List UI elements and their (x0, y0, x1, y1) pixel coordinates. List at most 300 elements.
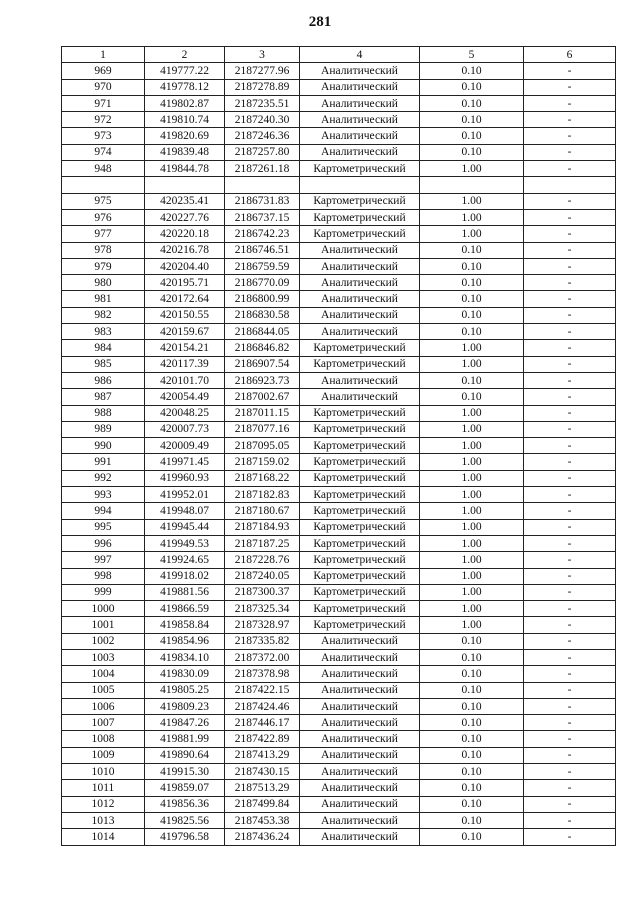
point-number-cell: 1002 (62, 633, 145, 649)
point-number-cell: 984 (62, 340, 145, 356)
table-row (62, 258, 616, 274)
note-cell: - (524, 829, 616, 845)
method-cell: Аналитический (300, 291, 420, 307)
y-coordinate-cell: 2187261.18 (225, 161, 300, 177)
accuracy-cell: 0.10 (420, 649, 524, 665)
accuracy-cell: 0.10 (420, 633, 524, 649)
note-cell: - (524, 275, 616, 291)
page-number: 281 (308, 14, 332, 30)
note-cell: - (524, 682, 616, 698)
point-number-cell: 995 (62, 519, 145, 535)
note-cell: - (524, 796, 616, 812)
note-cell: - (524, 405, 616, 421)
note-cell: - (524, 209, 616, 225)
y-coordinate-cell: 2187325.34 (225, 601, 300, 617)
table-row (62, 144, 616, 160)
note-cell: - (524, 780, 616, 796)
table-row (62, 307, 616, 323)
point-number-cell: 999 (62, 584, 145, 600)
method-cell: Картометрический (300, 535, 420, 551)
note-cell: - (524, 372, 616, 388)
y-coordinate-cell: 2186759.59 (225, 258, 300, 274)
note-cell: - (524, 812, 616, 828)
table-row (62, 666, 616, 682)
table-row (62, 209, 616, 225)
x-coordinate-cell: 419918.02 (145, 568, 225, 584)
point-number-cell: 1007 (62, 715, 145, 731)
note-cell: - (524, 63, 616, 79)
y-coordinate-cell: 2187168.22 (225, 470, 300, 486)
accuracy-cell: 1.00 (420, 226, 524, 242)
y-coordinate-cell: 2187182.83 (225, 487, 300, 503)
x-coordinate-cell: 419854.96 (145, 633, 225, 649)
y-coordinate-cell: 2187095.05 (225, 438, 300, 454)
x-coordinate-cell: 420117.39 (145, 356, 225, 372)
x-coordinate-cell: 419866.59 (145, 601, 225, 617)
table-header-row (62, 47, 616, 63)
y-coordinate-cell: 2187240.05 (225, 568, 300, 584)
x-coordinate-cell: 419915.30 (145, 764, 225, 780)
method-cell: Аналитический (300, 144, 420, 160)
accuracy-cell: 1.00 (420, 340, 524, 356)
method-cell: Аналитический (300, 95, 420, 111)
note-cell: - (524, 356, 616, 372)
y-coordinate-cell: 2187184.93 (225, 519, 300, 535)
x-coordinate-cell (145, 177, 225, 193)
note-cell: - (524, 535, 616, 551)
point-number-cell: 993 (62, 487, 145, 503)
note-cell: - (524, 568, 616, 584)
accuracy-cell: 1.00 (420, 421, 524, 437)
accuracy-cell: 0.10 (420, 682, 524, 698)
table-row (62, 193, 616, 209)
accuracy-cell: 0.10 (420, 258, 524, 274)
x-coordinate-cell: 419777.22 (145, 63, 225, 79)
y-coordinate-cell: 2186846.82 (225, 340, 300, 356)
accuracy-cell: 0.10 (420, 307, 524, 323)
method-cell: Аналитический (300, 79, 420, 95)
point-number-cell (62, 177, 145, 193)
x-coordinate-cell: 419820.69 (145, 128, 225, 144)
point-number-cell: 971 (62, 95, 145, 111)
accuracy-cell: 1.00 (420, 535, 524, 551)
y-coordinate-cell: 2187446.17 (225, 715, 300, 731)
x-coordinate-cell: 419881.99 (145, 731, 225, 747)
point-number-cell: 1000 (62, 601, 145, 617)
table-row (62, 633, 616, 649)
accuracy-cell: 0.10 (420, 63, 524, 79)
point-number-cell: 998 (62, 568, 145, 584)
note-cell: - (524, 242, 616, 258)
accuracy-cell: 1.00 (420, 193, 524, 209)
y-coordinate-cell: 2187278.89 (225, 79, 300, 95)
accuracy-cell: 0.10 (420, 764, 524, 780)
method-cell (300, 177, 420, 193)
y-coordinate-cell: 2187422.15 (225, 682, 300, 698)
y-coordinate-cell: 2186923.73 (225, 372, 300, 388)
note-cell: - (524, 161, 616, 177)
note-cell: - (524, 258, 616, 274)
method-cell: Аналитический (300, 63, 420, 79)
note-cell: - (524, 307, 616, 323)
column-header-4: 4 (300, 47, 420, 63)
accuracy-cell: 0.10 (420, 698, 524, 714)
y-coordinate-cell: 2187300.37 (225, 584, 300, 600)
table-row (62, 715, 616, 731)
table-row (62, 63, 616, 79)
y-coordinate-cell: 2187378.98 (225, 666, 300, 682)
x-coordinate-cell: 420216.78 (145, 242, 225, 258)
note-cell: - (524, 454, 616, 470)
x-coordinate-cell: 419924.65 (145, 552, 225, 568)
x-coordinate-cell: 419805.25 (145, 682, 225, 698)
accuracy-cell: 1.00 (420, 503, 524, 519)
y-coordinate-cell (225, 177, 300, 193)
table-row (62, 242, 616, 258)
accuracy-cell: 1.00 (420, 405, 524, 421)
accuracy-cell: 0.10 (420, 747, 524, 763)
x-coordinate-cell: 420009.49 (145, 438, 225, 454)
note-cell: - (524, 144, 616, 160)
table-row (62, 324, 616, 340)
point-number-cell: 979 (62, 258, 145, 274)
method-cell: Аналитический (300, 780, 420, 796)
table-row (62, 389, 616, 405)
accuracy-cell: 0.10 (420, 79, 524, 95)
table-row (62, 535, 616, 551)
method-cell: Картометрический (300, 568, 420, 584)
point-number-cell: 974 (62, 144, 145, 160)
table-row (62, 519, 616, 535)
method-cell: Аналитический (300, 698, 420, 714)
note-cell: - (524, 128, 616, 144)
point-number-cell: 976 (62, 209, 145, 225)
point-number-cell: 1011 (62, 780, 145, 796)
accuracy-cell: 1.00 (420, 584, 524, 600)
method-cell: Аналитический (300, 649, 420, 665)
y-coordinate-cell: 2186737.15 (225, 209, 300, 225)
accuracy-cell: 0.10 (420, 666, 524, 682)
note-cell: - (524, 112, 616, 128)
note-cell: - (524, 584, 616, 600)
table-row (62, 177, 616, 193)
point-number-cell: 1001 (62, 617, 145, 633)
x-coordinate-cell: 419858.84 (145, 617, 225, 633)
x-coordinate-cell: 419844.78 (145, 161, 225, 177)
x-coordinate-cell: 420101.70 (145, 372, 225, 388)
y-coordinate-cell: 2187430.15 (225, 764, 300, 780)
method-cell: Аналитический (300, 242, 420, 258)
table-row (62, 405, 616, 421)
y-coordinate-cell: 2186770.09 (225, 275, 300, 291)
method-cell: Картометрический (300, 617, 420, 633)
x-coordinate-cell: 419834.10 (145, 649, 225, 665)
point-number-cell: 982 (62, 307, 145, 323)
table-row (62, 487, 616, 503)
point-number-cell: 997 (62, 552, 145, 568)
note-cell: - (524, 715, 616, 731)
note-cell: - (524, 617, 616, 633)
note-cell: - (524, 193, 616, 209)
accuracy-cell: 0.10 (420, 324, 524, 340)
y-coordinate-cell: 2187436.24 (225, 829, 300, 845)
accuracy-cell: 1.00 (420, 552, 524, 568)
method-cell: Картометрический (300, 421, 420, 437)
point-number-cell: 986 (62, 372, 145, 388)
point-number-cell: 980 (62, 275, 145, 291)
y-coordinate-cell: 2187077.16 (225, 421, 300, 437)
y-coordinate-cell: 2187257.80 (225, 144, 300, 160)
x-coordinate-cell: 419830.09 (145, 666, 225, 682)
point-number-cell: 994 (62, 503, 145, 519)
method-cell: Картометрический (300, 487, 420, 503)
table-row (62, 649, 616, 665)
method-cell: Аналитический (300, 128, 420, 144)
method-cell: Аналитический (300, 764, 420, 780)
point-number-cell: 992 (62, 470, 145, 486)
column-header-5: 5 (420, 47, 524, 63)
x-coordinate-cell: 420220.18 (145, 226, 225, 242)
note-cell: - (524, 601, 616, 617)
note-cell: - (524, 552, 616, 568)
y-coordinate-cell: 2187422.89 (225, 731, 300, 747)
point-number-cell: 1012 (62, 796, 145, 812)
note-cell: - (524, 731, 616, 747)
table-row (62, 275, 616, 291)
x-coordinate-cell: 419839.48 (145, 144, 225, 160)
y-coordinate-cell: 2187235.51 (225, 95, 300, 111)
accuracy-cell: 1.00 (420, 617, 524, 633)
y-coordinate-cell: 2187187.25 (225, 535, 300, 551)
point-number-cell: 948 (62, 161, 145, 177)
table-row (62, 747, 616, 763)
method-cell: Картометрический (300, 601, 420, 617)
x-coordinate-cell: 419890.64 (145, 747, 225, 763)
point-number-cell: 969 (62, 63, 145, 79)
accuracy-cell: 0.10 (420, 715, 524, 731)
x-coordinate-cell: 420054.49 (145, 389, 225, 405)
point-number-cell: 975 (62, 193, 145, 209)
accuracy-cell: 0.10 (420, 731, 524, 747)
method-cell: Аналитический (300, 829, 420, 845)
x-coordinate-cell: 419825.56 (145, 812, 225, 828)
method-cell: Картометрический (300, 340, 420, 356)
table-row (62, 764, 616, 780)
method-cell: Аналитический (300, 731, 420, 747)
table-row (62, 372, 616, 388)
y-coordinate-cell: 2187246.36 (225, 128, 300, 144)
x-coordinate-cell: 419945.44 (145, 519, 225, 535)
method-cell: Картометрический (300, 405, 420, 421)
table-row (62, 568, 616, 584)
accuracy-cell: 1.00 (420, 209, 524, 225)
y-coordinate-cell: 2187180.67 (225, 503, 300, 519)
point-number-cell: 983 (62, 324, 145, 340)
y-coordinate-cell: 2187228.76 (225, 552, 300, 568)
method-cell: Картометрический (300, 438, 420, 454)
accuracy-cell: 0.10 (420, 389, 524, 405)
table-row (62, 682, 616, 698)
method-cell: Картометрический (300, 552, 420, 568)
accuracy-cell: 0.10 (420, 242, 524, 258)
point-number-cell: 990 (62, 438, 145, 454)
table-row (62, 421, 616, 437)
table-row (62, 552, 616, 568)
table-row (62, 454, 616, 470)
x-coordinate-cell: 419971.45 (145, 454, 225, 470)
y-coordinate-cell: 2186800.99 (225, 291, 300, 307)
point-number-cell: 989 (62, 421, 145, 437)
note-cell: - (524, 503, 616, 519)
method-cell: Аналитический (300, 258, 420, 274)
point-number-cell: 970 (62, 79, 145, 95)
note-cell: - (524, 340, 616, 356)
method-cell: Картометрический (300, 209, 420, 225)
y-coordinate-cell: 2187513.29 (225, 780, 300, 796)
y-coordinate-cell: 2187240.30 (225, 112, 300, 128)
method-cell: Аналитический (300, 372, 420, 388)
y-coordinate-cell: 2186742.23 (225, 226, 300, 242)
accuracy-cell: 0.10 (420, 128, 524, 144)
y-coordinate-cell: 2187335.82 (225, 633, 300, 649)
accuracy-cell: 0.10 (420, 812, 524, 828)
accuracy-cell: 0.10 (420, 95, 524, 111)
y-coordinate-cell: 2187011.15 (225, 405, 300, 421)
method-cell: Аналитический (300, 666, 420, 682)
accuracy-cell: 1.00 (420, 438, 524, 454)
method-cell: Картометрический (300, 454, 420, 470)
point-number-cell: 977 (62, 226, 145, 242)
table-row (62, 470, 616, 486)
table-row (62, 291, 616, 307)
accuracy-cell: 1.00 (420, 454, 524, 470)
point-number-cell: 987 (62, 389, 145, 405)
method-cell: Картометрический (300, 503, 420, 519)
accuracy-cell: 1.00 (420, 487, 524, 503)
method-cell: Картометрический (300, 470, 420, 486)
accuracy-cell: 0.10 (420, 829, 524, 845)
method-cell: Картометрический (300, 519, 420, 535)
y-coordinate-cell: 2187002.67 (225, 389, 300, 405)
note-cell: - (524, 666, 616, 682)
x-coordinate-cell: 420159.67 (145, 324, 225, 340)
note-cell: - (524, 226, 616, 242)
x-coordinate-cell: 419881.56 (145, 584, 225, 600)
table-row (62, 161, 616, 177)
note-cell: - (524, 438, 616, 454)
table-row (62, 829, 616, 845)
accuracy-cell (420, 177, 524, 193)
point-number-cell: 973 (62, 128, 145, 144)
x-coordinate-cell: 419952.01 (145, 487, 225, 503)
method-cell: Аналитический (300, 389, 420, 405)
point-number-cell: 978 (62, 242, 145, 258)
coordinates-table (61, 46, 616, 846)
note-cell: - (524, 747, 616, 763)
accuracy-cell: 0.10 (420, 780, 524, 796)
table-row (62, 503, 616, 519)
x-coordinate-cell: 420204.40 (145, 258, 225, 274)
x-coordinate-cell: 419809.23 (145, 698, 225, 714)
accuracy-cell: 0.10 (420, 275, 524, 291)
method-cell: Картометрический (300, 226, 420, 242)
x-coordinate-cell: 420150.55 (145, 307, 225, 323)
y-coordinate-cell: 2186746.51 (225, 242, 300, 258)
note-cell: - (524, 421, 616, 437)
point-number-cell: 1006 (62, 698, 145, 714)
point-number-cell: 985 (62, 356, 145, 372)
method-cell: Аналитический (300, 747, 420, 763)
accuracy-cell: 0.10 (420, 144, 524, 160)
note-cell: - (524, 470, 616, 486)
x-coordinate-cell: 419856.36 (145, 796, 225, 812)
table-row (62, 584, 616, 600)
point-number-cell: 1013 (62, 812, 145, 828)
accuracy-cell: 0.10 (420, 112, 524, 128)
note-cell: - (524, 649, 616, 665)
x-coordinate-cell: 419796.58 (145, 829, 225, 845)
x-coordinate-cell: 420048.25 (145, 405, 225, 421)
y-coordinate-cell: 2187453.38 (225, 812, 300, 828)
x-coordinate-cell: 420235.41 (145, 193, 225, 209)
point-number-cell: 1008 (62, 731, 145, 747)
y-coordinate-cell: 2187413.29 (225, 747, 300, 763)
point-number-cell: 1003 (62, 649, 145, 665)
column-header-2: 2 (145, 47, 225, 63)
accuracy-cell: 0.10 (420, 372, 524, 388)
table-row (62, 780, 616, 796)
y-coordinate-cell: 2186844.05 (225, 324, 300, 340)
table-row (62, 226, 616, 242)
point-number-cell: 981 (62, 291, 145, 307)
table-row (62, 601, 616, 617)
note-cell: - (524, 95, 616, 111)
x-coordinate-cell: 419949.53 (145, 535, 225, 551)
method-cell: Аналитический (300, 682, 420, 698)
y-coordinate-cell: 2187328.97 (225, 617, 300, 633)
column-header-1: 1 (62, 47, 145, 63)
accuracy-cell: 1.00 (420, 568, 524, 584)
method-cell: Картометрический (300, 161, 420, 177)
method-cell: Аналитический (300, 715, 420, 731)
x-coordinate-cell: 420154.21 (145, 340, 225, 356)
column-header-6: 6 (524, 47, 616, 63)
point-number-cell: 988 (62, 405, 145, 421)
table-row (62, 356, 616, 372)
x-coordinate-cell: 419960.93 (145, 470, 225, 486)
method-cell: Аналитический (300, 307, 420, 323)
point-number-cell: 1014 (62, 829, 145, 845)
table-row (62, 617, 616, 633)
method-cell: Аналитический (300, 324, 420, 340)
note-cell: - (524, 633, 616, 649)
table-row (62, 128, 616, 144)
x-coordinate-cell: 420172.64 (145, 291, 225, 307)
y-coordinate-cell: 2186731.83 (225, 193, 300, 209)
note-cell: - (524, 79, 616, 95)
accuracy-cell: 0.10 (420, 796, 524, 812)
method-cell: Картометрический (300, 356, 420, 372)
accuracy-cell: 1.00 (420, 470, 524, 486)
y-coordinate-cell: 2187424.46 (225, 698, 300, 714)
y-coordinate-cell: 2187499.84 (225, 796, 300, 812)
table-row (62, 812, 616, 828)
table-row (62, 95, 616, 111)
method-cell: Аналитический (300, 796, 420, 812)
point-number-cell: 1009 (62, 747, 145, 763)
x-coordinate-cell: 419847.26 (145, 715, 225, 731)
x-coordinate-cell: 420007.73 (145, 421, 225, 437)
